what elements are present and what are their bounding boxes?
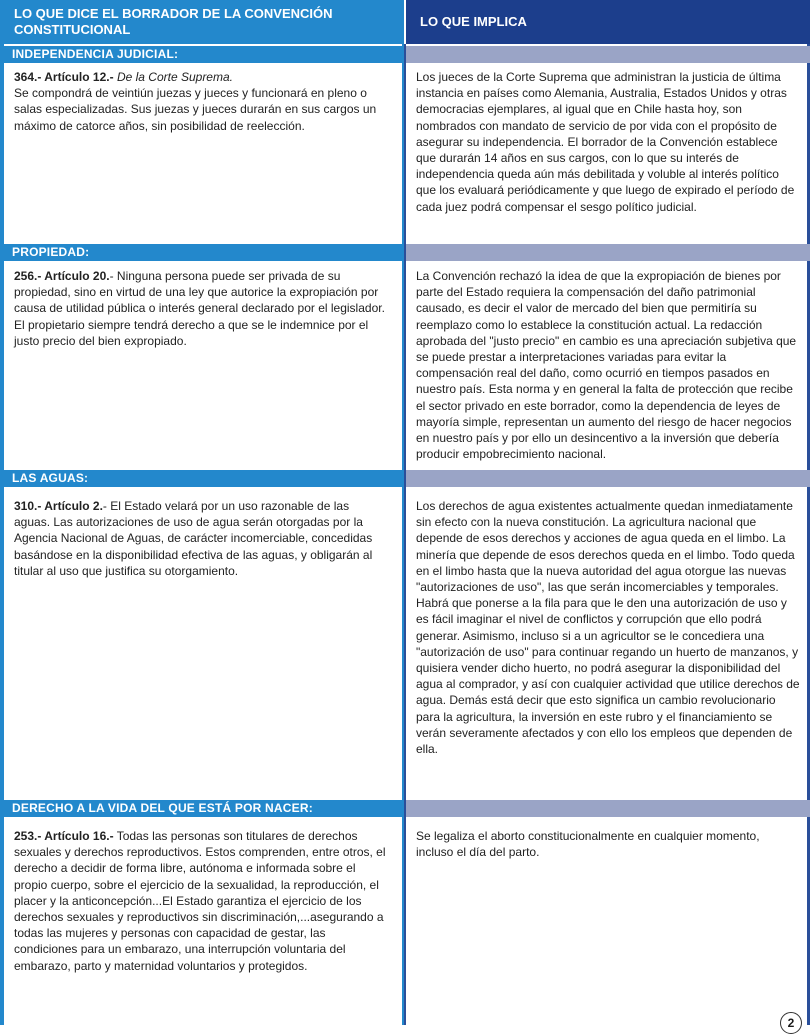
article-text: Se compondrá de veintiún juezas y jueces y funcionará en pleno o salas especializadas. Sus juezas y jueces durarán en sus cargos un máximo de catorce años, sin posibilidad de reelección. (14, 86, 377, 133)
implication-cell (416, 498, 800, 757)
article-number: 256.- Artículo 20. (14, 269, 110, 283)
article-number: 364.- Artículo 12.- (14, 70, 114, 84)
article-cell (14, 69, 388, 134)
article-number: 310.- Artículo 2. (14, 499, 103, 513)
header-left: LO QUE DICE EL BORRADOR DE LA CONVENCIÓN CONSTITUCIONAL (0, 0, 404, 44)
header-right: LO QUE IMPLICA (406, 0, 810, 44)
section-bar-propiedad (0, 244, 810, 261)
section-title: LAS AGUAS: (12, 471, 89, 485)
implication-cell (416, 69, 800, 215)
section-title: DERECHO A LA VIDA DEL QUE ESTÁ POR NACER: (12, 801, 313, 815)
article-cell (14, 828, 388, 974)
section-bar-derecho-vida (0, 800, 810, 817)
implication-text: Los jueces de la Corte Suprema que administran la justicia de última instancia en países como Alemania, Australia, Estados Unidos y otras democracias ejemplares, al igual que en Chile hasta hoy, son nombrados con mandato de servicio de por vida con el propósito de asegurar su independencia. El borrador de la Convención establece que durarán 14 años en sus cargos, con lo que su interés de independencia queda aún más debilitada y voluble al interés político que los evaluará periódicamente y que luego de expirado el período de cada juez podrá compensar el sesgo político judicial. (416, 70, 795, 214)
implication-cell (416, 828, 800, 860)
page-number: 2 (780, 1012, 802, 1034)
article-cell (14, 498, 388, 579)
section-bar-independencia (0, 46, 810, 63)
article-text: - Ninguna persona puede ser privada de su propiedad, sino en virtud de una ley que autorice la expropiación por causa de utilidad pública o interés general declarado por el legislador. El propietario siempre tendrá derecho a que se le indemnice por el justo precio del bien expropiado. (14, 269, 385, 348)
article-number: 253.- Artículo 16.- (14, 829, 114, 843)
section-bar-aguas (0, 470, 810, 487)
section-title: INDEPENDENCIA JUDICIAL: (12, 47, 179, 61)
article-title: De la Corte Suprema. (116, 70, 233, 84)
section-title: PROPIEDAD: (12, 245, 90, 259)
implication-cell (416, 268, 800, 462)
implication-text: La Convención rechazó la idea de que la expropiación de bienes por parte del Estado requiera la compensación del daño patrimonial causado, es decir el valor de mercado del bien que permitiría su reemplazo como lo establece la constitución actual. La redacción aprobada del "justo precio" en cambio es una apreciación subjetiva que se puede prestar a interpretaciones variadas para evitar la compensación real del daño, como ocurrió en tiempos pasados en nuestro país. Esta norma y en general la falta de protección que recibe el sector privado en este borrador, como la dependencia de leyes de mayoría simple, representan un aumento del riesgo de hacer negocios en nuestro país y por ello un desincentivo a la inversión que debería producir empobrecimiento nacional. (416, 269, 797, 462)
implication-text: Los derechos de agua existentes actualmente quedan inmediatamente sin efecto con la nueva constitución. La agricultura nacional que depende de esos derechos y acciones de agua queda en el limbo. La minería que depende de esos derechos queda en el limbo. Todo queda en el limbo hasta que la nueva autoridad del agua otorgue las nuevas "autorizaciones de uso", las que serán incomerciables y temporales. Habrá que ponerse a la fila para que le den una autorización de uso y es fácil imaginar el nivel de conflictos y corrupción que ello podrá generar. Asimismo, incluso si a un agricultor se le concediera una "autorización de uso" para continuar regando un huerto de manzanos, y quisiera vender dicho huerto, no podrá asegurar la disponibilidad del agua al comprador, y así con cualquier actividad que utilice derechos de agua. Demás está decir que esto significa un cambio revolucionario para la agricultura, la inversión en este rubro y el financiamiento se verán severamente afectados y con ello los empleos que dependen de ella. (416, 499, 800, 757)
article-text: - El Estado velará por un uso razonable de las aguas. Las autorizaciones de uso de agua serán otorgadas por la Agencia Nacional de Aguas, de carácter incomerciable, concedidas basándose en la disponibilidad efectiva de las aguas, y obligarán al titular al uso que justifica su otorgamiento. (14, 499, 373, 578)
implication-text: Se legaliza el aborto constitucionalmente en cualquier momento, incluso el día del parto. (416, 829, 760, 860)
article-cell (14, 268, 388, 349)
article-text: Todas las personas son titulares de derechos sexuales y derechos reproductivos. Estos comprenden, entre otros, el derecho a decidir de forma libre, autónoma e informada sobre el propio cuerpo, sobre el ejercicio de la sexualidad, la reproducción, el placer y la anticoncepción...El Estado garantiza el ejercicio de los derechos sexuales y reproductivos sin discriminación,...asegurando a todas las mujeres y personas con capacidad de gestar, las condiciones para un embarazo, una interrupción voluntaria del embarazo, parto y maternidad voluntarios y protegidos. (14, 829, 386, 973)
